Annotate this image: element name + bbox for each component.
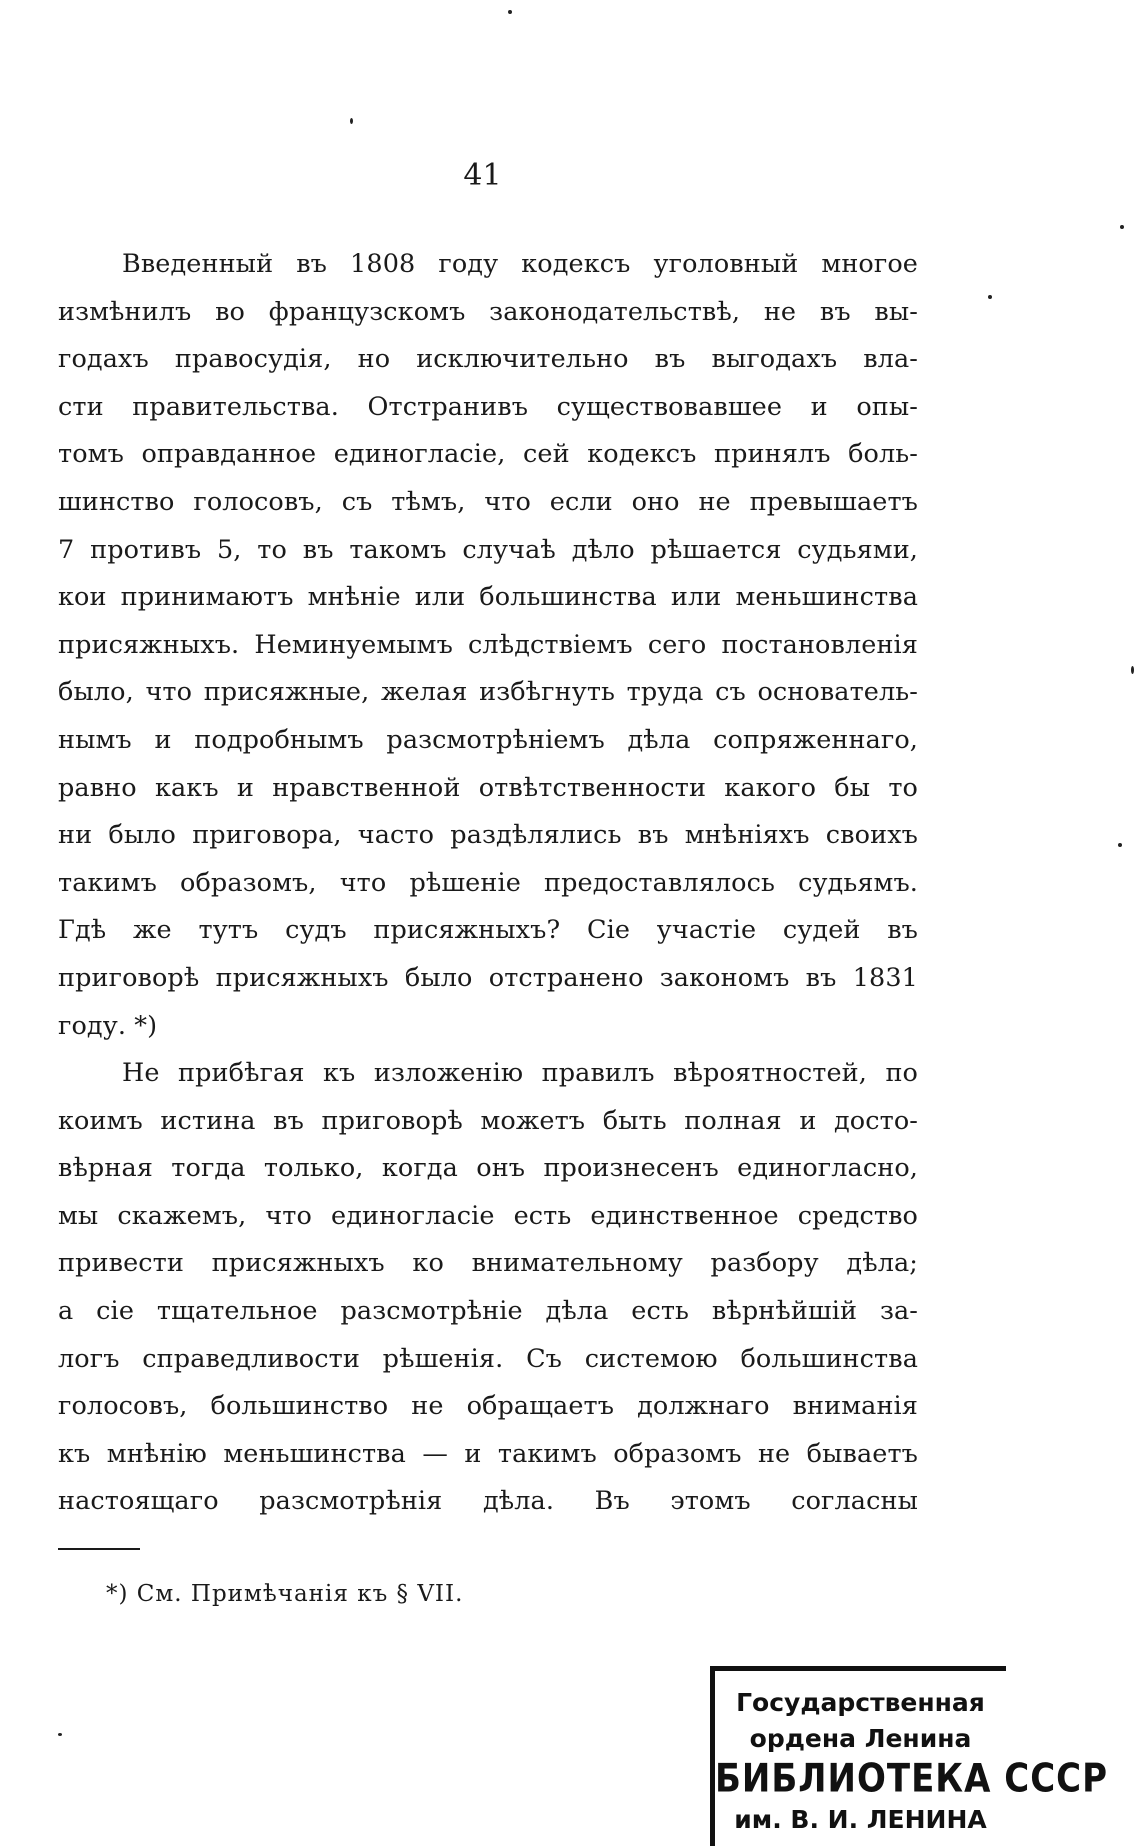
paragraph-2 [58, 1050, 918, 1526]
text-line: коимъ истина въ приговорѣ можетъ быть полная и досто- [58, 1105, 918, 1136]
text-line: шинство голосовъ, съ тѣмъ, что если оно не превышаетъ [58, 486, 918, 517]
text-line: кои принимаютъ мнѣніе или большинства или меньшинства [58, 582, 918, 613]
text-line: годахъ правосудія, но исключительно въ выгодахъ вла- [58, 344, 918, 375]
text-line: томъ оправданное единогласіе, сей кодексъ принялъ боль- [58, 439, 918, 470]
scan-speck [1120, 225, 1124, 229]
text-line: логъ справедливости рѣшенія. Съ системою большинства [58, 1343, 918, 1374]
scan-speck [508, 10, 512, 14]
text-line: году. *) [58, 1010, 158, 1041]
stamp-line: БИБЛИОТЕКА СССР [715, 1756, 1109, 1802]
text-line: измѣнилъ во французскомъ законодательствѣ, не въ вы- [58, 296, 918, 327]
text-line: было, что присяжные, желая избѣгнуть труда съ основатель- [58, 677, 918, 708]
text-line: а сіе тщательное разсмотрѣніе дѣла есть вѣрнѣйшій за- [58, 1296, 918, 1327]
text-line: Не прибѣгая къ изложенію правилъ вѣроятностей, по [122, 1058, 918, 1089]
footnote: *) См. Примѣчанія къ § VII. [106, 1581, 464, 1607]
scan-speck [1118, 843, 1122, 847]
page-number: 41 [463, 158, 502, 193]
library-stamp [710, 1666, 1109, 1846]
stamp-line: Государственная [736, 1688, 985, 1717]
footnote-divider [58, 1548, 140, 1550]
paragraph-1 [58, 241, 918, 1050]
scan-speck [988, 295, 992, 299]
text-line: Введенный въ 1808 году кодексъ уголовный многое [122, 249, 918, 279]
text-line: мы скажемъ, что единогласіе есть единственное средство [58, 1200, 918, 1231]
text-line: ни было приговора, часто раздѣлялись въ мнѣніяхъ своихъ [58, 820, 918, 851]
stamp-line: им. В. И. ЛЕНИНА [734, 1805, 987, 1834]
scan-speck [58, 1733, 62, 1736]
stamp-line: ордена Ленина [749, 1724, 972, 1753]
text-line: вѣрная тогда только, когда онъ произнесенъ единогласно, [58, 1153, 918, 1184]
text-line: голосовъ, большинство не обращаетъ должнаго вниманія [58, 1391, 918, 1422]
text-line: присяжныхъ. Неминуемымъ слѣдствіемъ сего постановленія [58, 629, 918, 660]
text-line: сти правительства. Отстранивъ существовавшее и опы- [58, 391, 918, 422]
text-line: привести присяжныхъ ко внимательному разбору дѣла; [58, 1248, 918, 1279]
text-line: къ мнѣнію меньшинства — и такимъ образомъ не бываетъ [58, 1438, 918, 1469]
text-line: Гдѣ же тутъ судъ присяжныхъ? Сіе участіе судей въ [58, 915, 918, 946]
text-line: приговорѣ присяжныхъ было отстранено закономъ въ 1831 [58, 962, 918, 993]
text-line: 7 противъ 5, то въ такомъ случаѣ дѣло рѣшается судьями, [58, 534, 918, 565]
text-line: такимъ образомъ, что рѣшеніе предоставлялось судьямъ. [58, 867, 918, 898]
scan-speck [350, 118, 353, 124]
scan-speck [1131, 666, 1134, 674]
text-line: настоящаго разсмотрѣнія дѣла. Въ этомъ согласны [58, 1486, 918, 1517]
text-line: нымъ и подробнымъ разсмотрѣніемъ дѣла сопряженнаго, [58, 724, 918, 755]
body-text [58, 241, 918, 1526]
text-line: равно какъ и нравственной отвѣтственности какого бы то [58, 772, 918, 803]
